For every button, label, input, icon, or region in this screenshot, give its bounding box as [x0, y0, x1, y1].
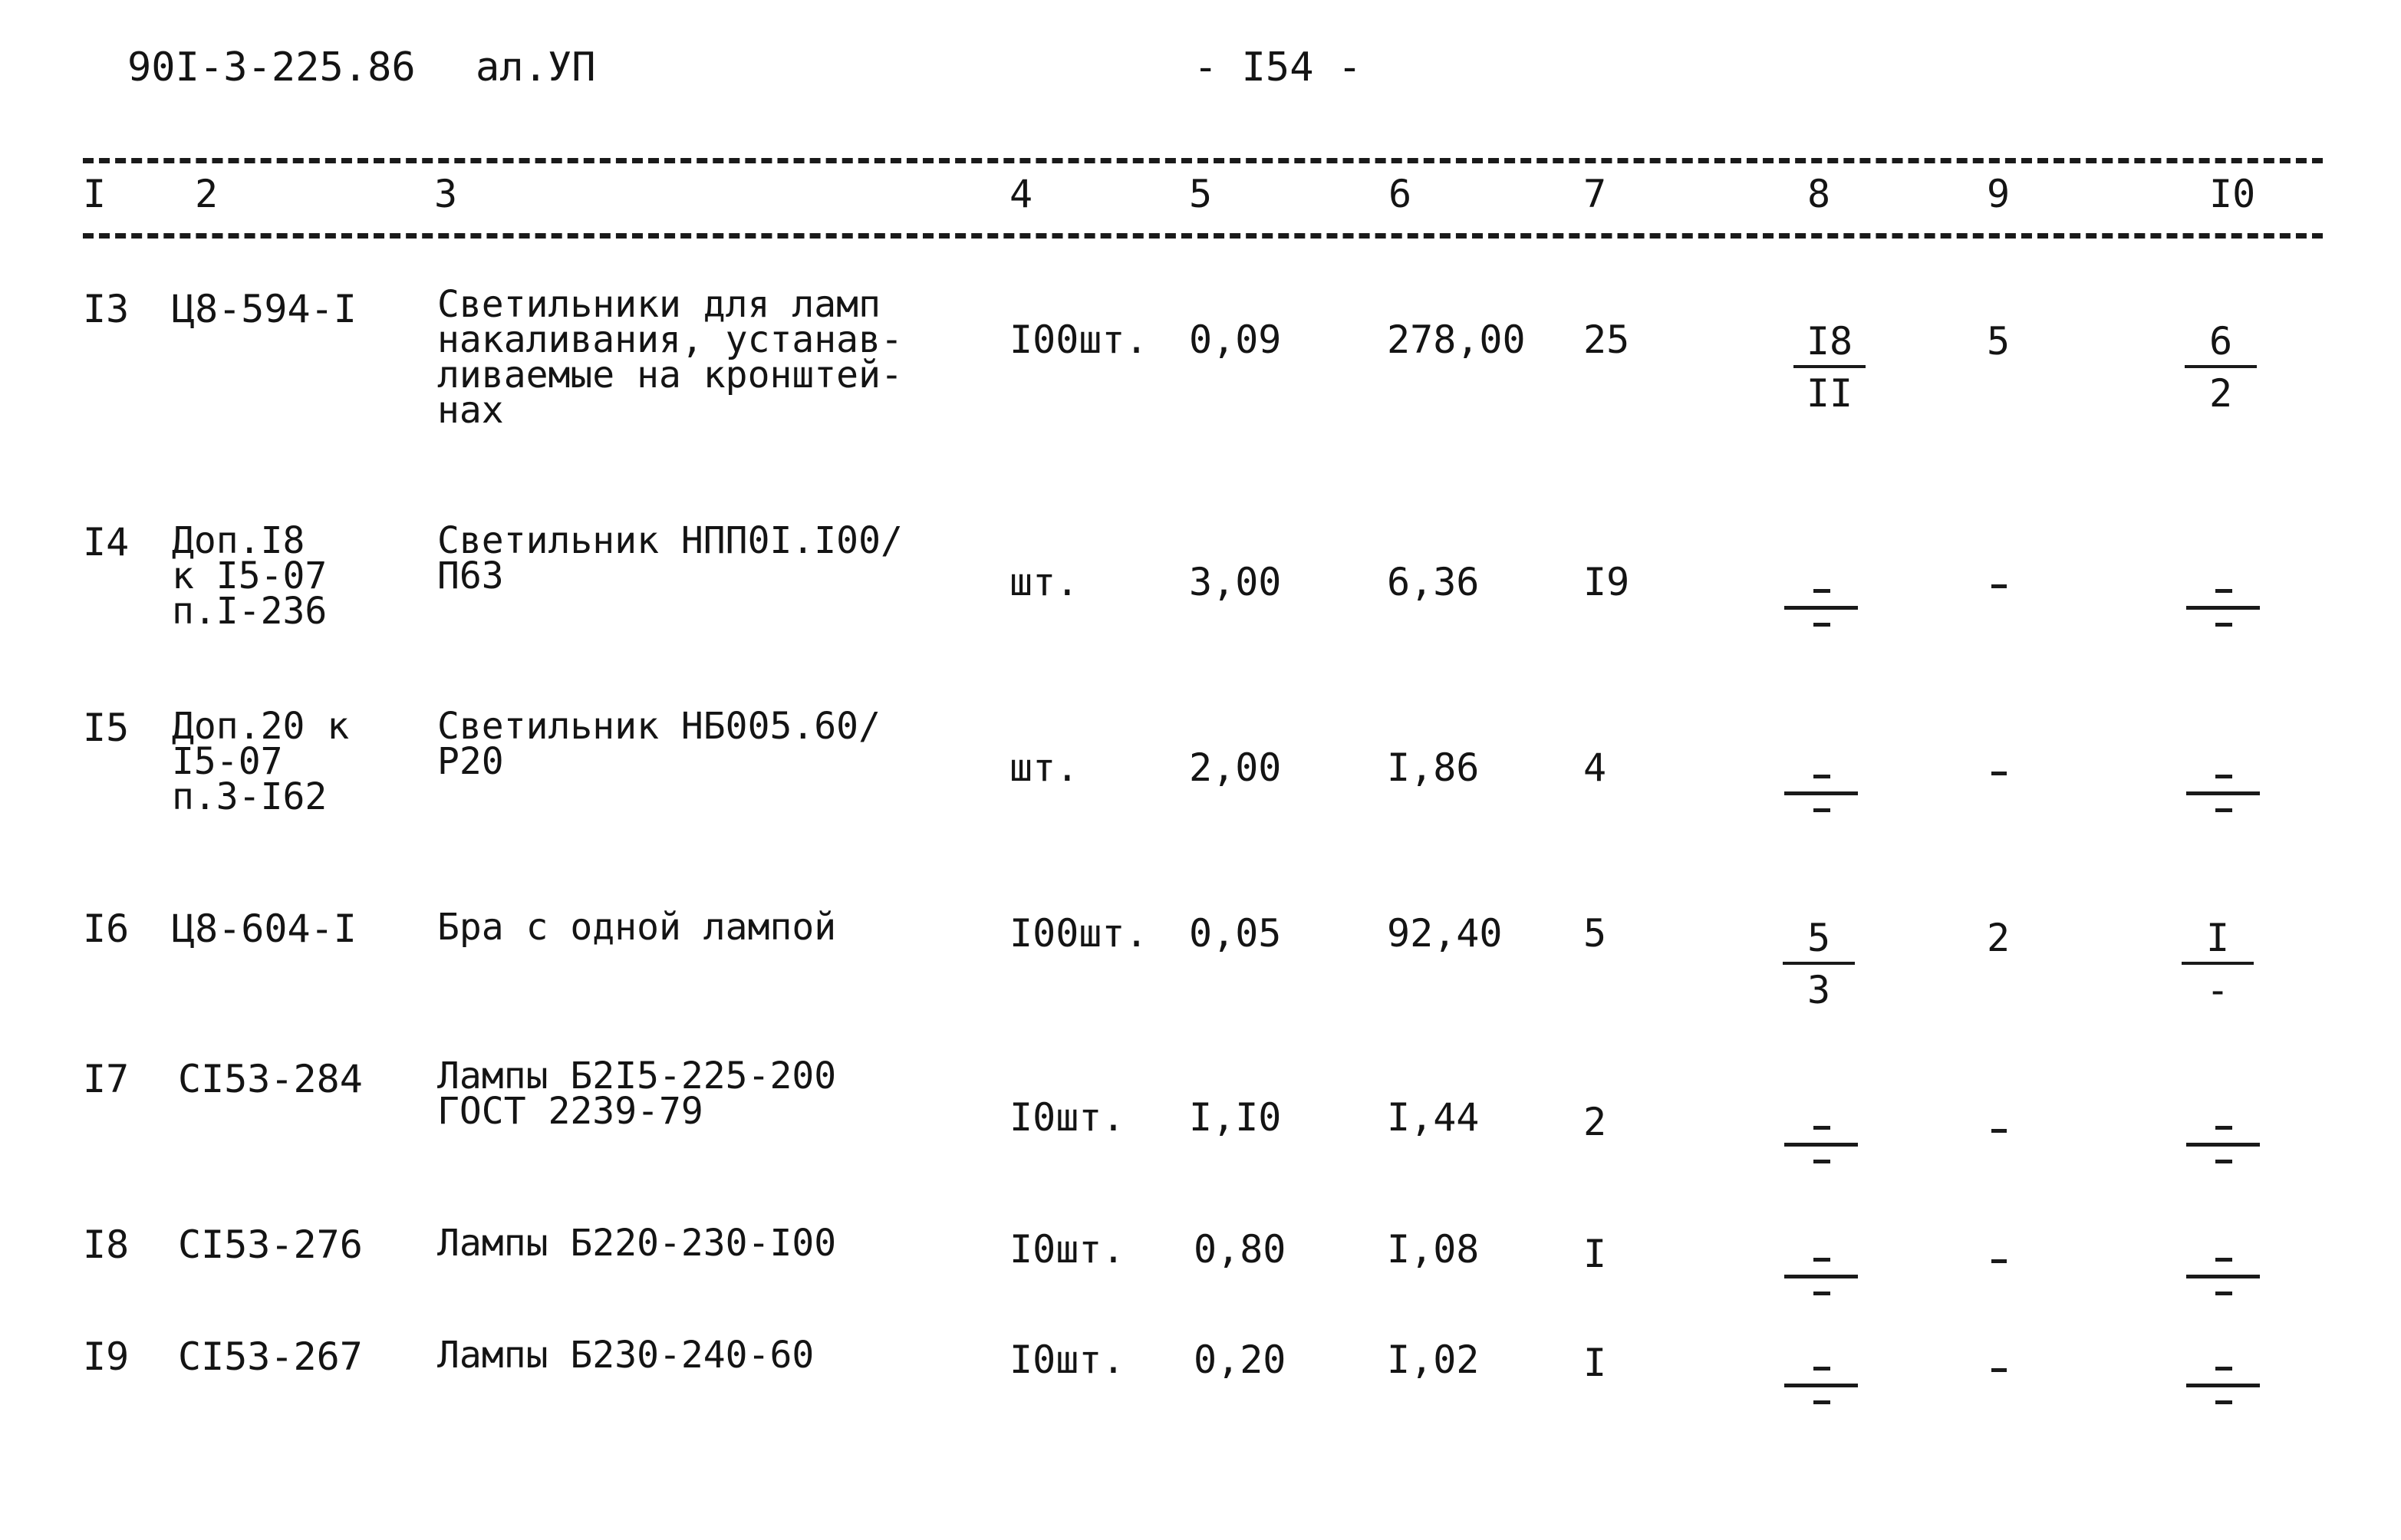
col10-fraction: [2179, 319, 2263, 416]
dash-mark: [1991, 1259, 2007, 1263]
quantity: 0,80: [1194, 1227, 1286, 1272]
norm-code: СI53-276: [178, 1222, 363, 1267]
dash-mark: [1991, 1368, 2007, 1372]
dash-mark: [1991, 1129, 2007, 1133]
price: I,44: [1387, 1095, 1480, 1140]
price: 6,36: [1387, 560, 1480, 604]
price: 278,00: [1387, 318, 1526, 362]
col8-fraction: [1787, 319, 1872, 416]
column-number-2: 2: [195, 172, 219, 216]
column-number-6: 6: [1388, 172, 1412, 216]
ditto-mark: [1784, 775, 1858, 821]
norm-code: СI53-284: [178, 1057, 363, 1101]
col7-value: 5: [1583, 911, 1607, 956]
ditto-mark: [1784, 1126, 1858, 1172]
item-description: Лампы Б2I5-225-200 ГОСТ 2239-79: [437, 1055, 837, 1133]
unit: I00шт.: [1009, 911, 1148, 956]
price: I,08: [1387, 1227, 1480, 1272]
quantity: 0,09: [1189, 318, 1282, 362]
row-number: I4: [83, 520, 130, 564]
header-top-rule: [83, 158, 2323, 163]
ditto-mark: [1784, 1367, 1858, 1413]
col7-value: 25: [1583, 318, 1630, 362]
quantity: 2,00: [1189, 745, 1282, 790]
column-number-10: I0: [2209, 172, 2256, 216]
unit: I0шт.: [1009, 1095, 1125, 1140]
col7-value: 4: [1583, 745, 1607, 790]
ditto-mark: [2186, 589, 2260, 635]
document-code: 90I-3-225.86: [127, 44, 416, 90]
item-description: Лампы Б230-240-60: [437, 1334, 815, 1377]
fraction-bar: [1783, 962, 1855, 965]
fraction-bar: [1793, 365, 1866, 368]
fraction-numerator: I: [2205, 916, 2230, 960]
column-number-3: 3: [434, 172, 458, 216]
dash-mark: [1991, 772, 2007, 775]
fraction-numerator: I8: [1806, 319, 1853, 364]
fraction-numerator: 6: [2208, 319, 2233, 364]
dash-mark: [1991, 584, 2007, 588]
norm-code: СI53-267: [178, 1334, 363, 1379]
norm-code: Доп.I8 к I5-07 п.I-236: [172, 519, 328, 633]
row-number: I8: [83, 1222, 130, 1267]
col8-fraction: [1777, 916, 1861, 1012]
unit: шт.: [1009, 560, 1079, 604]
norm-code: Доп.20 к I5-07 п.3-I62: [172, 705, 350, 818]
item-description: Бра с одной лампой: [437, 906, 837, 949]
col7-value: I9: [1583, 560, 1630, 604]
price: I,86: [1387, 745, 1480, 790]
fraction-bar: [2185, 365, 2257, 368]
header-bottom-rule: [83, 233, 2323, 239]
column-number-9: 9: [1987, 172, 2011, 216]
row-number: I3: [83, 287, 130, 331]
quantity: 0,05: [1189, 911, 1282, 956]
item-description: Светильник НБ005.60/ Р20: [437, 705, 881, 783]
row-number: I6: [83, 907, 130, 951]
column-number-7: 7: [1583, 172, 1607, 216]
ditto-mark: [2186, 775, 2260, 821]
fraction-bar: [2182, 962, 2254, 965]
row-number: I9: [83, 1334, 130, 1379]
item-description: Лампы Б220-230-I00: [437, 1222, 837, 1265]
item-description: Светильник НПП0I.I00/ П63: [437, 519, 903, 597]
row-number: I7: [83, 1057, 130, 1101]
ditto-mark: [2186, 1258, 2260, 1304]
col7-value: I: [1583, 1232, 1607, 1276]
norm-code: Ц8-594-I: [172, 287, 357, 331]
price: I,02: [1387, 1338, 1480, 1382]
row-number: I5: [83, 706, 130, 750]
col9-value: 2: [1987, 916, 2011, 960]
fraction-denominator: 3: [1807, 968, 1831, 1012]
album-label: ал.УП: [476, 44, 596, 90]
column-number-4: 4: [1009, 172, 1033, 216]
page-number: - I54 -: [1194, 44, 1362, 90]
ditto-mark: [2186, 1367, 2260, 1413]
fraction-denominator: -: [2205, 968, 2230, 1012]
item-description: Светильники для ламп накаливания, устанав- ливаемые на кронштей- нах: [437, 283, 903, 432]
price: 92,40: [1387, 911, 1503, 956]
unit: I0шт.: [1009, 1227, 1125, 1272]
unit: шт.: [1009, 745, 1079, 790]
col10-fraction: [2175, 916, 2260, 1012]
fraction-numerator: 5: [1807, 916, 1831, 960]
col7-value: 2: [1583, 1100, 1607, 1144]
ditto-mark: [1784, 1258, 1858, 1304]
column-number-5: 5: [1189, 172, 1213, 216]
fraction-denominator: 2: [2208, 371, 2233, 416]
fraction-denominator: II: [1806, 371, 1853, 416]
norm-code: Ц8-604-I: [172, 907, 357, 951]
quantity: 0,20: [1194, 1338, 1286, 1382]
quantity: I,I0: [1189, 1095, 1282, 1140]
col7-value: I: [1583, 1341, 1607, 1385]
ditto-mark: [2186, 1126, 2260, 1172]
column-number-8: 8: [1807, 172, 1831, 216]
ditto-mark: [1784, 589, 1858, 635]
unit: I00шт.: [1009, 318, 1148, 362]
unit: I0шт.: [1009, 1338, 1125, 1382]
col9-value: 5: [1987, 319, 2011, 364]
column-number-1: I: [83, 172, 107, 216]
quantity: 3,00: [1189, 560, 1282, 604]
